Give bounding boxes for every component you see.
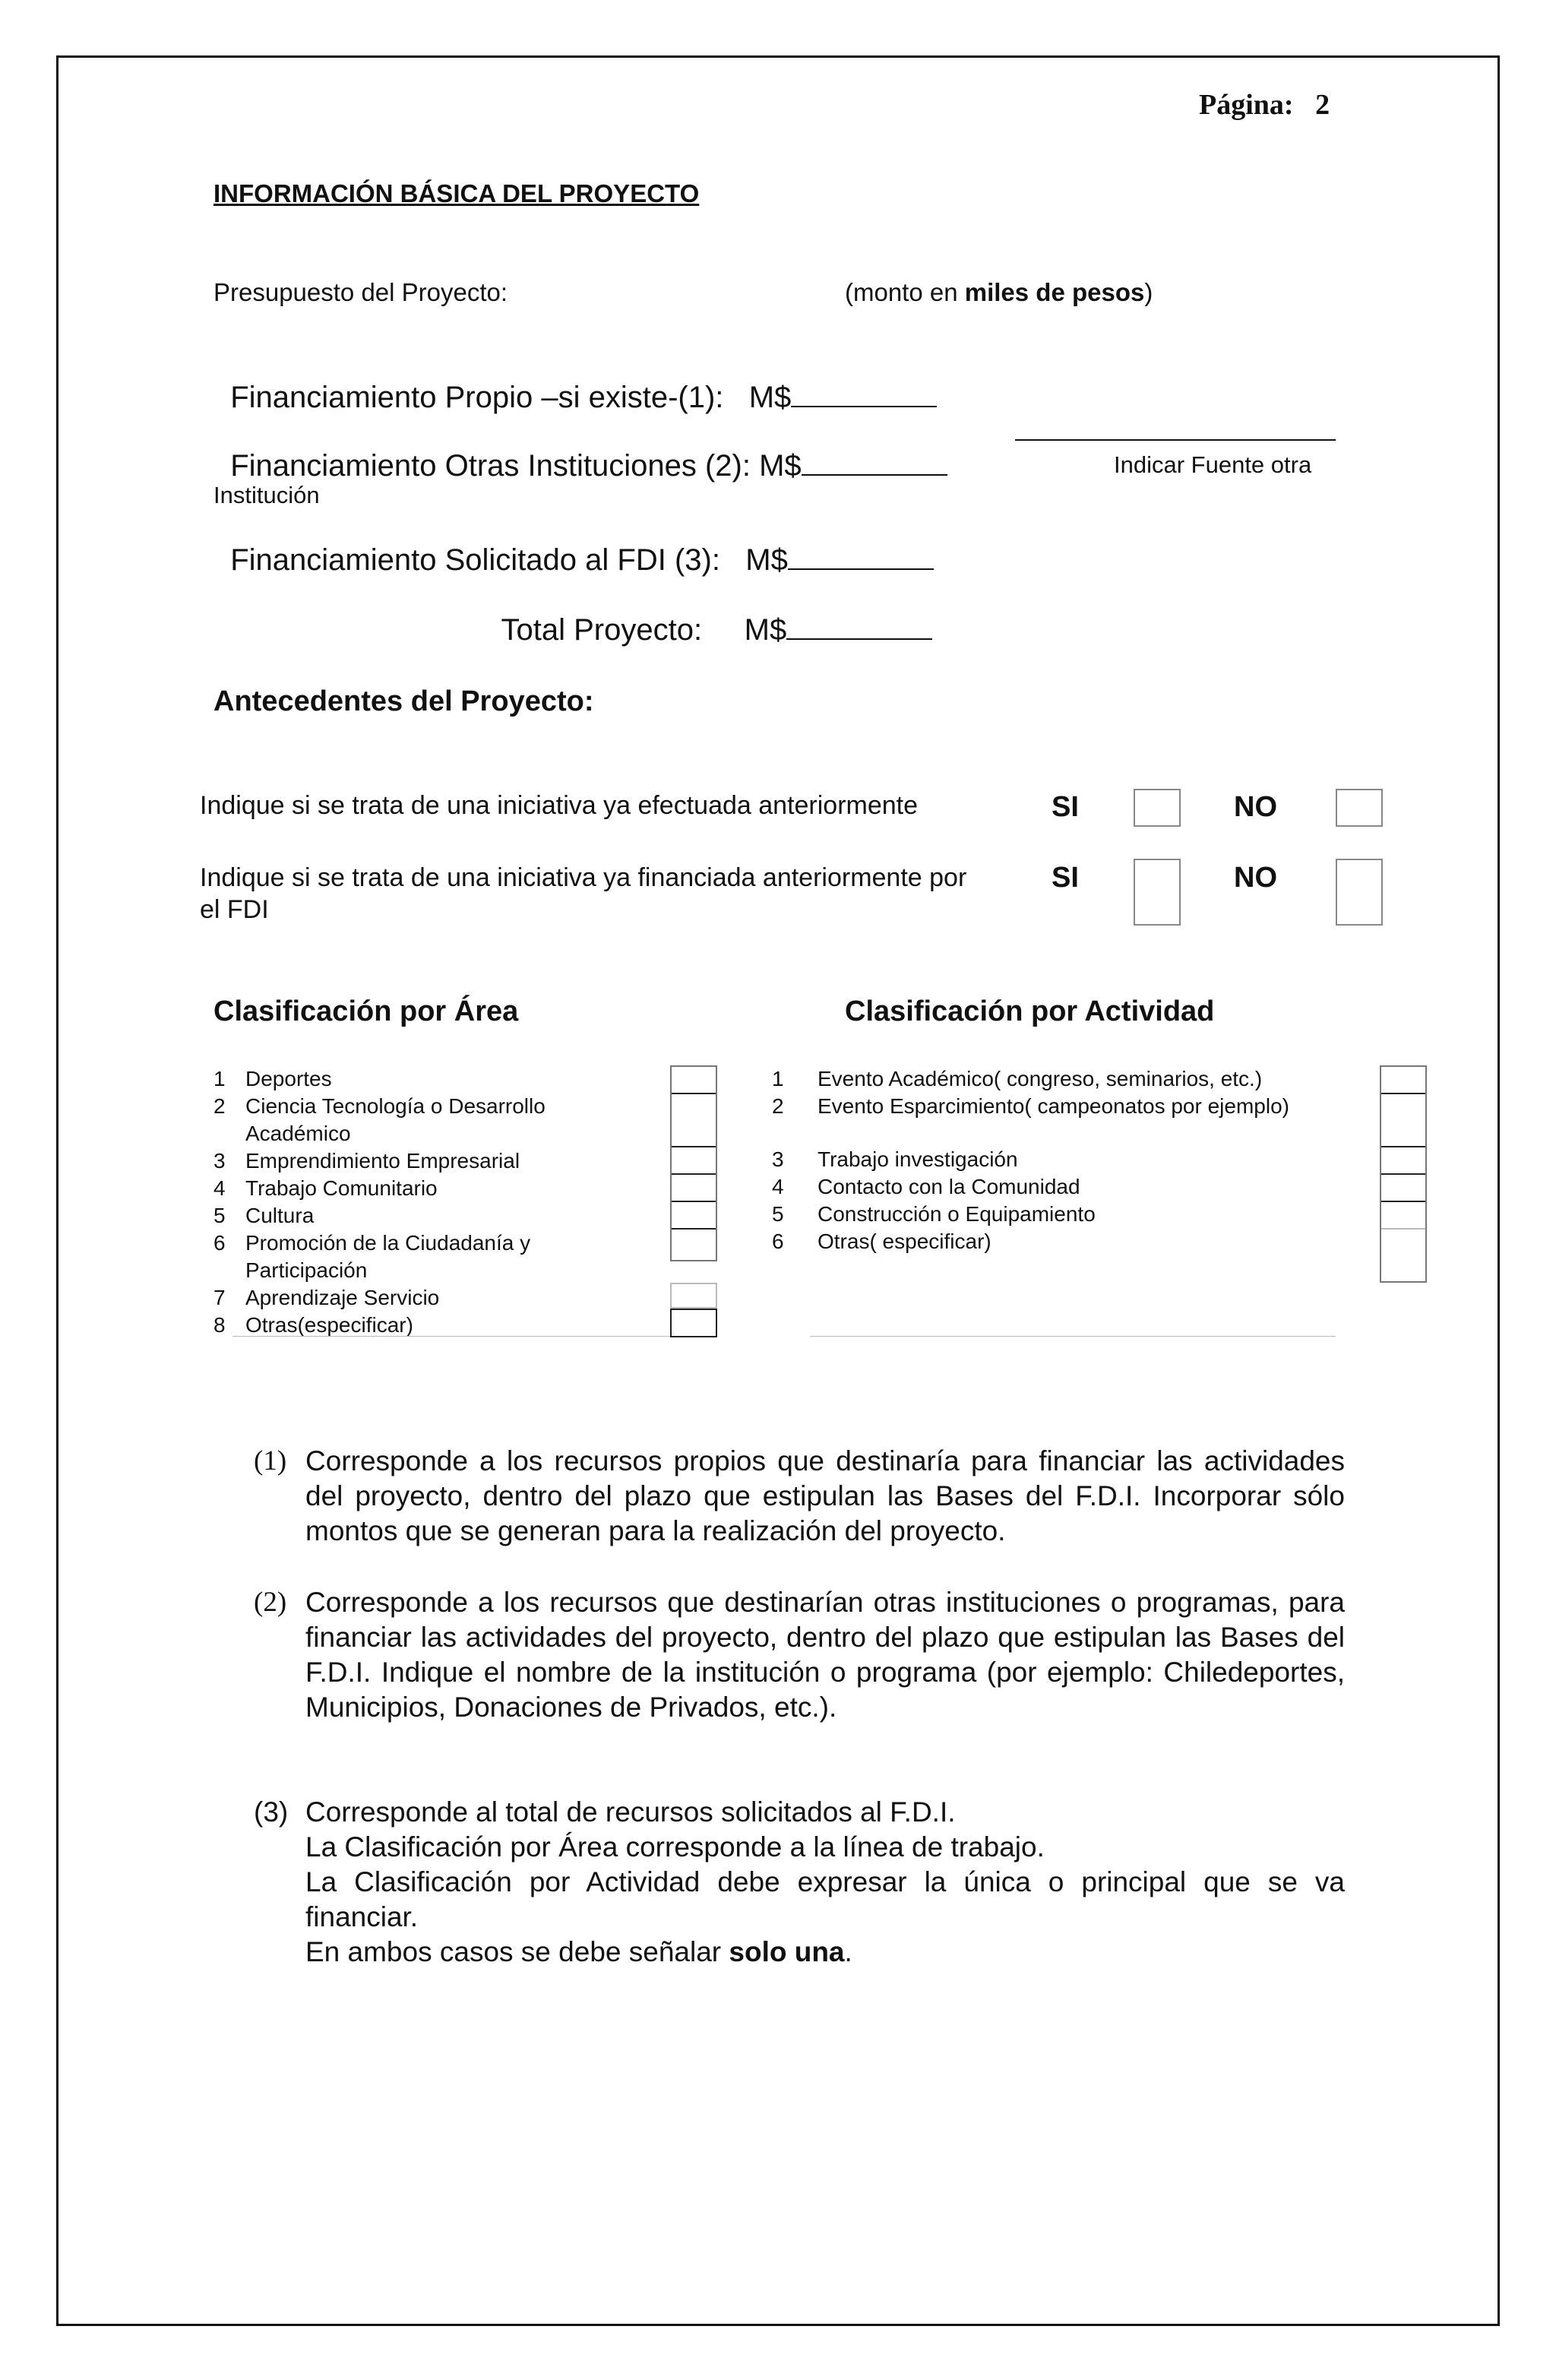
note-3: (3) Corresponde al total de recursos solicitados al F.D.I. La Clasificación por Área corresponde a la línea de trabajo. La Clasificación por Actividad debe expresar la única o principal que se va financiar. En ambos casos se debe señalar solo una. — [258, 1795, 1345, 1970]
area-list-bottom-rule — [232, 1336, 673, 1337]
institution-label: Institución — [213, 482, 320, 508]
q2-no-checkbox[interactable] — [1336, 859, 1383, 926]
activity-title: Clasificación por Actividad — [845, 995, 1215, 1027]
area-checkbox-divider — [672, 1228, 716, 1230]
own-funding-blank[interactable] — [791, 383, 937, 407]
area-checkbox-8[interactable] — [670, 1309, 717, 1337]
area-list: 1 Deportes 2 Ciencia Tecnología o Desarrollo Académico 3 Emprendimiento Empresarial 4 Trabajo Comunitario 5 Cultura 6 Promoción de la Ciudadanía y Participación 7 Aprendizaje Servicio 8 Otras(especificar) — [213, 1067, 546, 1337]
activity-checkbox-divider — [1381, 1146, 1425, 1147]
source-hint: Indicar Fuente otra — [1114, 451, 1312, 478]
background-title: Antecedentes del Proyecto: — [213, 685, 594, 717]
q1-yes-label: SI — [1052, 791, 1079, 823]
q2-no-label: NO — [1234, 862, 1277, 894]
budget-label: Presupuesto del Proyecto: — [213, 278, 508, 306]
page-number: Página: 2 — [1199, 89, 1330, 121]
q2-yes-checkbox[interactable] — [1134, 859, 1181, 926]
budget-unit-note: (monto en miles de pesos) — [845, 278, 1153, 306]
note-1: (1) Corresponde a los recursos propios que destinaría para financiar las actividades del proyecto, dentro del plazo que estipulan las Bases del F.D.I. Incorporar sólo montos que se generan para la realización del proyecto. — [254, 1445, 1345, 1546]
activity-list-bottom-rule — [810, 1336, 1336, 1337]
total-row: Total Proyecto: M$ — [485, 579, 932, 647]
fdi-requested-row: Financiamiento Solicitado al FDI (3): M$ — [213, 509, 934, 578]
other-institutions-blank[interactable] — [802, 451, 947, 476]
note-2: (2) Corresponde a los recursos que destinarían otras instituciones o programas, para financiar las actividades del proyecto, dentro del plazo que estipulan las Bases del F.D.I. Indique el nombre de la institución o programa (por ejemplo: Chiledeportes, Municipios, Donaciones de Privados, etc.). — [254, 1587, 1345, 1723]
own-funding-row: Financiamiento Propio –si existe-(1): M$ — [213, 347, 937, 415]
area-checkbox-7[interactable] — [670, 1283, 717, 1309]
note-3-line: La Clasificación por Área corresponde a la línea de trabajo. — [305, 1831, 1045, 1863]
q1-no-label: NO — [1234, 791, 1277, 823]
area-checkbox-divider — [672, 1201, 716, 1202]
area-checkbox-column[interactable] — [670, 1065, 717, 1261]
section-title: INFORMACIÓN BÁSICA DEL PROYECTO — [213, 179, 700, 207]
activity-checkbox-divider — [1381, 1093, 1425, 1094]
area-title: Clasificación por Área — [213, 995, 519, 1027]
fdi-requested-blank[interactable] — [788, 546, 934, 570]
note-3-line: La Clasificación por Actividad debe expresar la única o principal que se va financiar. — [305, 1866, 1345, 1932]
other-institutions-row: Financiamiento Otras Instituciones (2): M$ — [213, 415, 947, 483]
q1-yes-checkbox[interactable] — [1134, 789, 1181, 827]
area-checkbox-divider — [672, 1173, 716, 1175]
note-3-line: Corresponde al total de recursos solicitados al F.D.I. — [305, 1796, 956, 1828]
note-3-line: En ambos casos se debe señalar solo una. — [305, 1936, 852, 1967]
source-institution-blank[interactable] — [1015, 439, 1336, 441]
question-1: Indique si se trata de una iniciativa ya efectuada anteriormente — [200, 791, 919, 820]
activity-list: 1 Evento Académico( congreso, seminarios, etc.) 2 Evento Esparcimiento( campeonatos por ejemplo) 3 Trabajo investigación 4 Contacto con la Comunidad 5 Construcción o Equipamiento 6 Otras( especificar) — [772, 1067, 1289, 1253]
area-checkbox-divider — [672, 1146, 716, 1147]
activity-checkbox-column[interactable] — [1380, 1065, 1427, 1283]
activity-checkbox-divider — [1381, 1201, 1425, 1202]
area-checkbox-divider — [672, 1093, 716, 1094]
question-2: Indique si se trata de una iniciativa ya financiada anteriormente por el FDI — [200, 863, 967, 924]
q2-yes-label: SI — [1052, 862, 1079, 894]
q1-no-checkbox[interactable] — [1336, 789, 1383, 827]
activity-checkbox-divider — [1381, 1173, 1425, 1175]
total-blank[interactable] — [786, 616, 932, 640]
activity-checkbox-divider — [1381, 1228, 1425, 1230]
